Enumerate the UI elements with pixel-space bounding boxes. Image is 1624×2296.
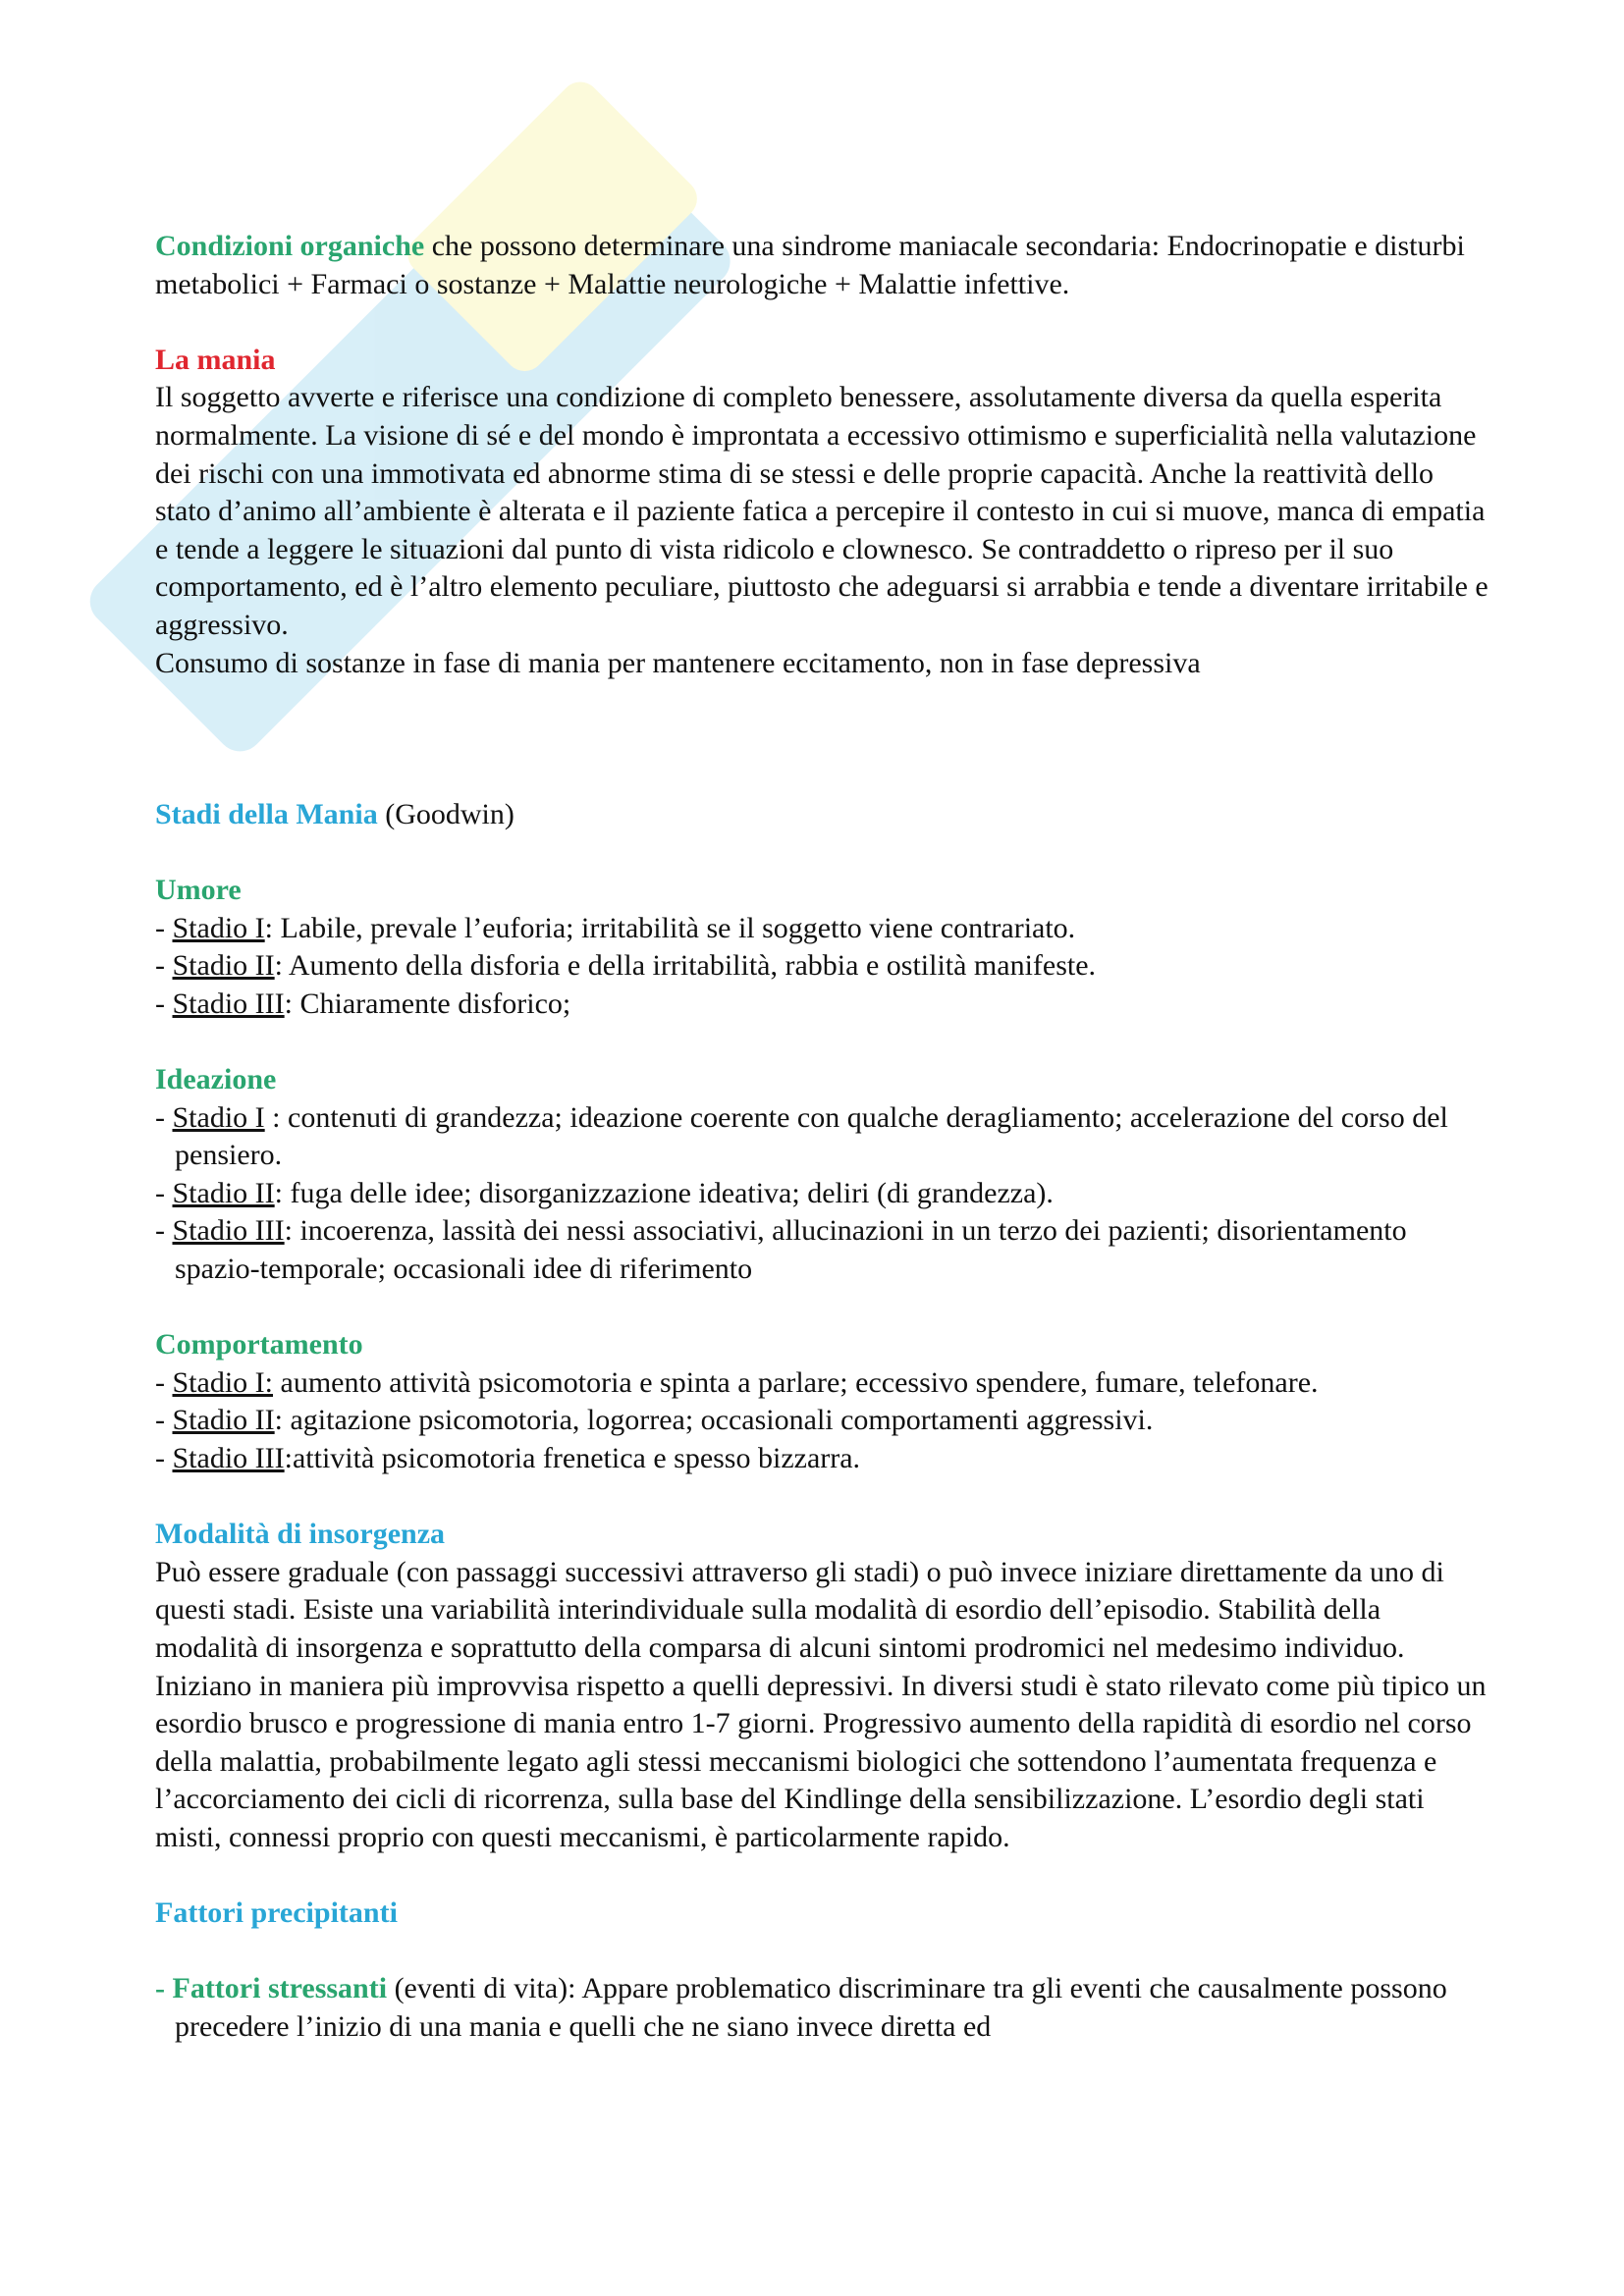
mania-note: Consumo di sostanze in fase di mania per mantenere eccitamento, non in fase depressiva [155, 646, 1201, 679]
mood-stage-label: Stadio I [172, 911, 265, 944]
organic-conditions-heading: Condizioni organiche [155, 230, 425, 262]
stages-heading: Stadi della Mania [155, 797, 378, 830]
ideation-stage-label: Stadio I [172, 1100, 265, 1134]
behavior-stage-text: : agitazione psicomotoria, logorrea; occasionali comportamenti aggressivi. [274, 1404, 1154, 1437]
organic-conditions-paragraph [155, 228, 1490, 303]
ideation-stage-label: Stadio III [172, 1214, 285, 1248]
mood-heading: Umore [155, 874, 242, 907]
organic-conditions-text: che possono determinare una sindrome maniacale secondaria: Endocrinopatie e disturbi metabolici + Farmaci o sostanze + Malattie neurologiche + Malattie infettive. [155, 230, 1465, 300]
behavior-stage-label: Stadio II [172, 1404, 275, 1437]
onset-heading: Modalità di insorgenza [155, 1518, 446, 1551]
behavior-stage-label: Stadio I: [172, 1365, 273, 1399]
behavior-item: - Stadio II: agitazione psicomotoria, logorrea; occasionali comportamenti aggressivi. [155, 1404, 1154, 1437]
stress-factors-item [155, 1970, 1490, 2046]
ideation-stage-text: : fuga delle idee; disorganizzazione ideativa; deliri (di grandezza). [274, 1176, 1054, 1209]
mood-item: - Stadio I: Labile, prevale l’euforia; irritabilità se il soggetto viene contrariato. [155, 911, 1076, 944]
precipitating-factors-heading: Fattori precipitanti [155, 1896, 398, 1930]
ideation-heading: Ideazione [155, 1063, 277, 1096]
mania-body: Il soggetto avverte e riferisce una condizione di completo benessere, assolutamente diversa da quella esperita normalmente. La visione di sé e del mondo è improntata a eccessivo ottimismo e superficialità nella valutazione dei rischi con una immotivata ed abnorme stima di se stessi e delle proprie capacità. Anche la reattività dello stato d’animo all’ambiente è alterata e il paziente fatica a percepire il contesto in cui si muove, manca di empatia e tende a leggere le situazioni dal punto di vista ridicolo e clownesco. Se contraddetto o ripreso per il suo comportamento, ed è l’altro elemento peculiare, piuttosto che adeguarsi si arrabbia e tende a diventare irritabile e aggressivo. [155, 381, 1489, 641]
document-body [155, 228, 1490, 2047]
mood-stage-text: : Labile, prevale l’euforia; irritabilità se il soggetto viene contrariato. [264, 911, 1076, 944]
mood-item: - Stadio III: Chiaramente disforico; [155, 987, 571, 1020]
behavior-heading: Comportamento [155, 1328, 363, 1362]
stress-factors-label: - Fattori stressanti [155, 1972, 388, 2005]
behavior-item: - Stadio III:attività psicomotoria frenetica e spesso bizzarra. [155, 1442, 861, 1475]
ideation-stage-text: : incoerenza, lassità dei nessi associativi, allucinazioni in un terzo dei pazienti; disorientamento spazio-temporale; occasionali idee di riferimento [175, 1214, 1407, 1286]
mood-stage-text: : Chiaramente disforico; [284, 987, 571, 1020]
mood-stage-label: Stadio II [172, 949, 275, 983]
mood-stage-text: : Aumento della disforia e della irritabilità, rabbia e ostilità manifeste. [274, 949, 1097, 983]
ideation-stage-label: Stadio II [172, 1176, 275, 1209]
behavior-stage-text: aumento attività psicomotoria e spinta a parlare; eccessivo spendere, fumare, telefonare. [273, 1365, 1319, 1399]
mania-heading: La mania [155, 343, 276, 376]
mood-stage-label: Stadio III [172, 987, 285, 1020]
ideation-stage-text: : contenuti di grandezza; ideazione coerente con qualche deragliamento; accelerazione del corso del pensiero. [175, 1100, 1448, 1172]
behavior-item: - Stadio I: aumento attività psicomotoria e spinta a parlare; eccessivo spendere, fumare, telefonare. [155, 1365, 1319, 1399]
behavior-stage-text: :attività psicomotoria frenetica e spesso bizzarra. [284, 1442, 861, 1475]
ideation-item: - Stadio II: fuga delle idee; disorganizzazione ideativa; deliri (di grandezza). [155, 1176, 1054, 1209]
ideation-item: - Stadio III: incoerenza, lassità dei nessi associativi, allucinazioni in un terzo dei pazienti; disorientamento spazio-temporale; occasionali idee di riferimento [155, 1214, 1407, 1286]
behavior-stage-label: Stadio III [172, 1442, 285, 1475]
ideation-item: - Stadio I : contenuti di grandezza; ideazione coerente con qualche deragliamento; accelerazione del corso del pensiero. [155, 1100, 1448, 1172]
stages-heading-line [155, 796, 1490, 834]
mood-item: - Stadio II: Aumento della disforia e della irritabilità, rabbia e ostilità manifeste. [155, 949, 1097, 983]
onset-body: Può essere graduale (con passaggi successivi attraverso gli stadi) o può invece iniziare direttamente da uno di questi stadi. Esiste una variabilità interindividuale sulla modalità di esordio dell’episodio. Stabilità della modalità di insorgenza e soprattutto della comparsa di alcuni sintomi prodromici nel medesimo individuo. Iniziano in maniera più improvvisa rispetto a quelli depressivi. In diversi studi è stato rilevato come più tipico un esordio brusco e progressione di mania entro 1-7 giorni. Progressivo aumento della rapidità di esordio nel corso della malattia, probabilmente legato agli stessi meccanismi biologici che sottendono l’aumentata frequenza e l’accorciamento dei cicli di ricorrenza, sulla base del Kindlinge della sensibilizzazione. L’esordio degli stati misti, connessi proprio con questi meccanismi, è particolarmente rapido. [155, 1555, 1487, 1853]
stress-factors-text: (eventi di vita): Appare problematico discriminare tra gli eventi che causalmente possono precedere l’inizio di una mania e quelli che ne siano invece diretta ed [175, 1972, 1447, 2043]
stages-source: (Goodwin) [377, 797, 514, 830]
